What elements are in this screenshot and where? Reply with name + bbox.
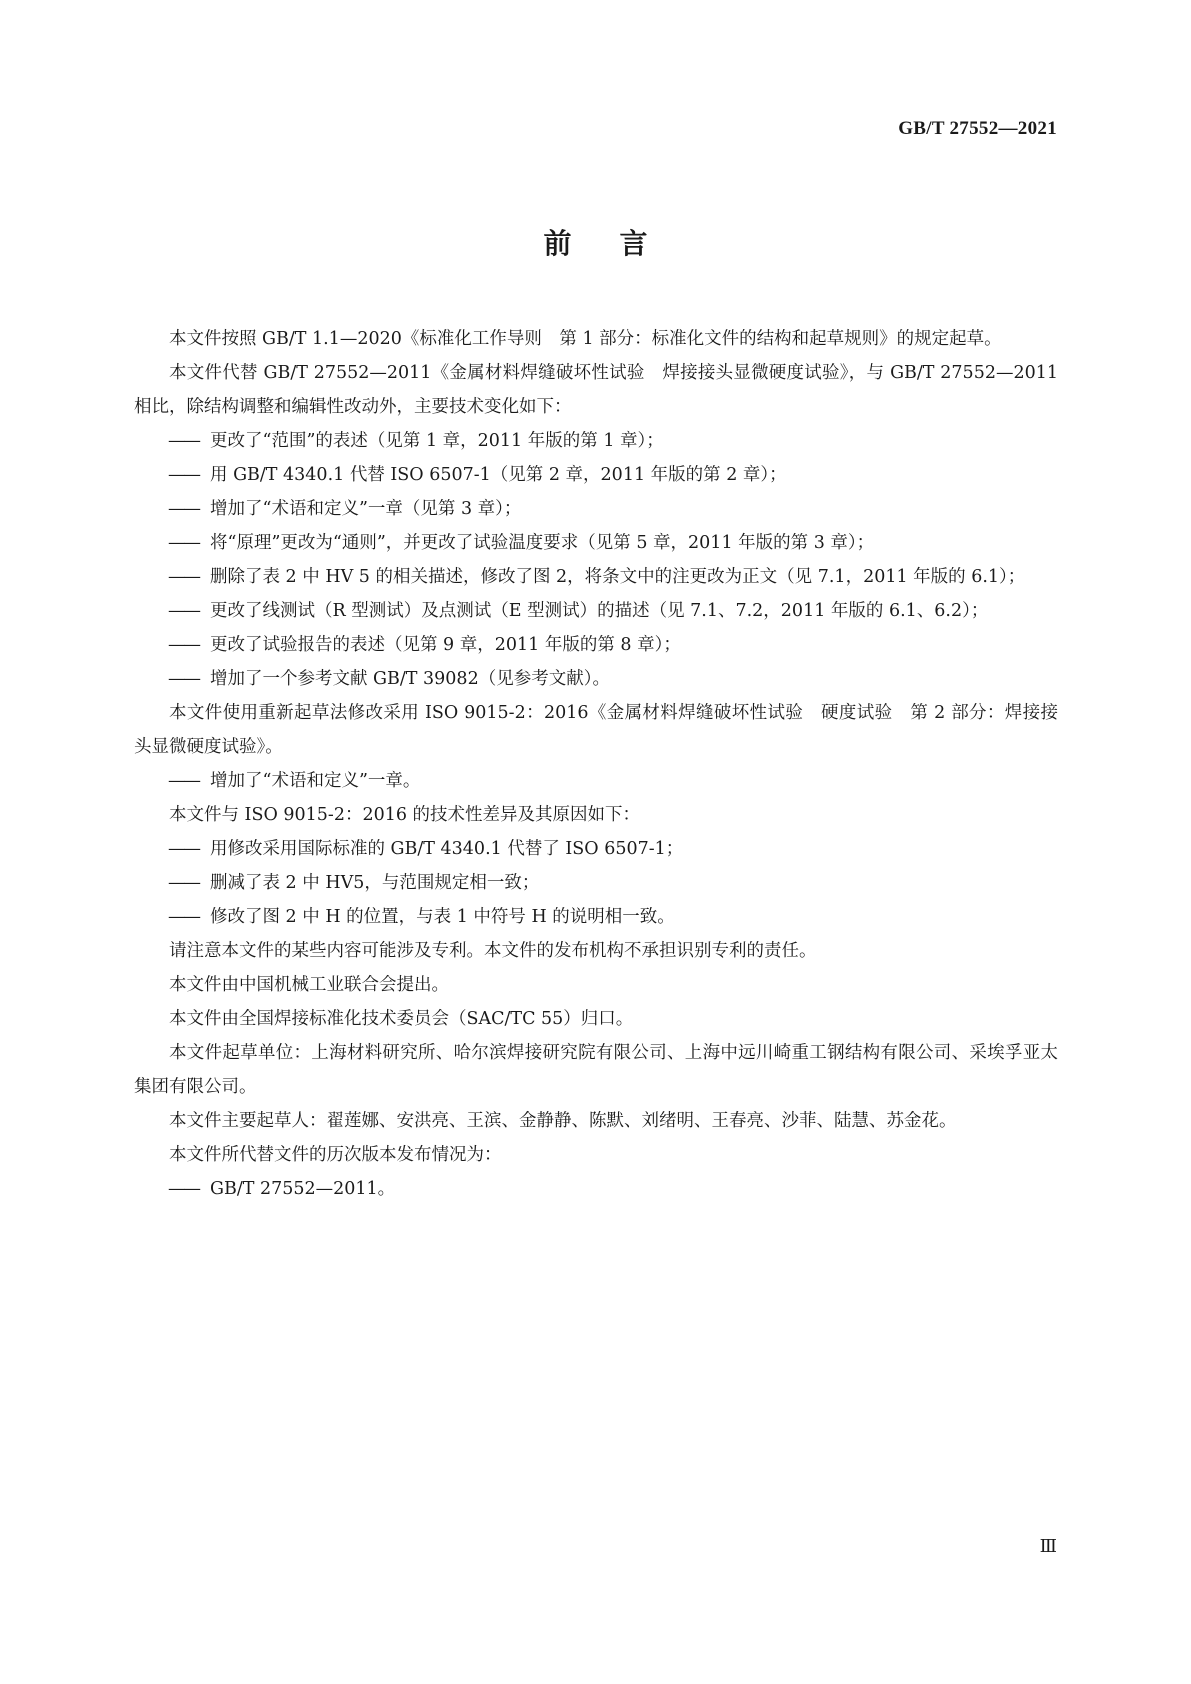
list-item (134, 594, 1058, 628)
list-item-text: 修改了图 2 中 H 的位置，与表 1 中符号 H 的说明相一致。 (210, 907, 675, 927)
dash-mark: —— (168, 567, 199, 587)
list-item-text: 用 GB/T 4340.1 代替 ISO 6507-1（见第 2 章，2011 年版的第 2 章）； (210, 465, 787, 485)
page-number: Ⅲ (1039, 1536, 1057, 1556)
list-item-text: 增加了“术语和定义”一章（见第 3 章）； (210, 499, 522, 519)
list-item-text: 删除了表 2 中 HV 5 的相关描述，修改了图 2，将条文中的注更改为正文（见 7.1，2011 年版的 6.1）； (210, 567, 1026, 587)
list-item (134, 662, 1058, 696)
list-item (134, 866, 1058, 900)
list-item (134, 492, 1058, 526)
list-item-text: 用修改采用国际标准的 GB/T 4340.1 代替了 ISO 6507-1； (210, 839, 684, 859)
paragraph-history: 本文件所代替文件的历次版本发布情况为： (169, 1145, 502, 1165)
dash-mark: —— (168, 601, 199, 621)
dash-mark: —— (168, 635, 199, 655)
list-item (134, 1172, 1058, 1206)
paragraph-drafters: 本文件主要起草人：翟莲娜、安洪亮、王滨、金静静、陈默、刘绪明、王春亮、沙菲、陆慧、苏金花。 (169, 1111, 957, 1131)
paragraph-drafting-units: 本文件起草单位：上海材料研究所、哈尔滨焊接研究院有限公司、上海中远川崎重工钢结构有限公司、采埃孚亚太集团有限公司。 (134, 1043, 1058, 1097)
dash-mark: —— (168, 907, 199, 927)
page-title: 前言 (543, 227, 696, 260)
list-item (134, 628, 1058, 662)
dash-mark: —— (168, 499, 199, 519)
list-item-text: 更改了“范围”的表述（见第 1 章，2011 年版的第 1 章）； (210, 431, 664, 451)
list-item-text: 增加了一个参考文献 GB/T 39082（见参考文献）。 (210, 669, 610, 689)
dash-mark: —— (168, 669, 199, 689)
standard-code: GB/T 27552—2021 (898, 118, 1057, 139)
dash-mark: —— (168, 431, 199, 451)
list-item (134, 560, 1058, 594)
paragraph-committee: 本文件由全国焊接标准化技术委员会（SAC/TC 55）归口。 (169, 1009, 634, 1029)
dash-mark: —— (168, 873, 199, 893)
dash-mark: —— (168, 465, 199, 485)
list-item (134, 458, 1058, 492)
list-item (134, 900, 1058, 934)
list-item (134, 526, 1058, 560)
paragraph-patent-notice: 请注意本文件的某些内容可能涉及专利。本文件的发布机构不承担识别专利的责任。 (169, 941, 817, 961)
paragraph-drafting-rules: 本文件按照 GB/T 1.1—2020《标准化工作导则 第 1 部分：标准化文件的结构和起草规则》的规定起草。 (169, 329, 1002, 349)
paragraph-differences: 本文件与 ISO 9015-2：2016 的技术性差异及其原因如下： (169, 805, 641, 825)
list-item (134, 764, 1058, 798)
foreword-body (134, 322, 1058, 1206)
paragraph-proposer: 本文件由中国机械工业联合会提出。 (169, 975, 449, 995)
list-item-text: 更改了试验报告的表述（见第 9 章，2011 年版的第 8 章）； (210, 635, 681, 655)
list-item-text: GB/T 27552—2011。 (210, 1179, 396, 1199)
paragraph-replaces: 本文件代替 GB/T 27552—2011《金属材料焊缝破坏性试验 焊接接头显微硬度试验》，与 GB/T 27552—2011 相比，除结构调整和编辑性改动外，主要技术变化如下： (134, 363, 1058, 417)
dash-mark: —— (168, 533, 199, 553)
dash-mark: —— (168, 771, 199, 791)
list-item (134, 832, 1058, 866)
paragraph-adoption: 本文件使用重新起草法修改采用 ISO 9015-2：2016《金属材料焊缝破坏性试验 硬度试验 第 2 部分：焊接接头显微硬度试验》。 (134, 703, 1058, 757)
list-item-text: 增加了“术语和定义”一章。 (210, 771, 421, 791)
list-item-text: 更改了线测试（R 型测试）及点测试（E 型测试）的描述（见 7.1、7.2，2011 年版的 6.1、6.2）； (210, 601, 989, 621)
list-item-text: 删减了表 2 中 HV5，与范围规定相一致； (210, 873, 540, 893)
list-item (134, 424, 1058, 458)
list-item-text: 将“原理”更改为“通则”，并更改了试验温度要求（见第 5 章，2011 年版的第 3 章）； (210, 533, 875, 553)
dash-mark: —— (168, 1179, 199, 1199)
dash-mark: —— (168, 839, 199, 859)
